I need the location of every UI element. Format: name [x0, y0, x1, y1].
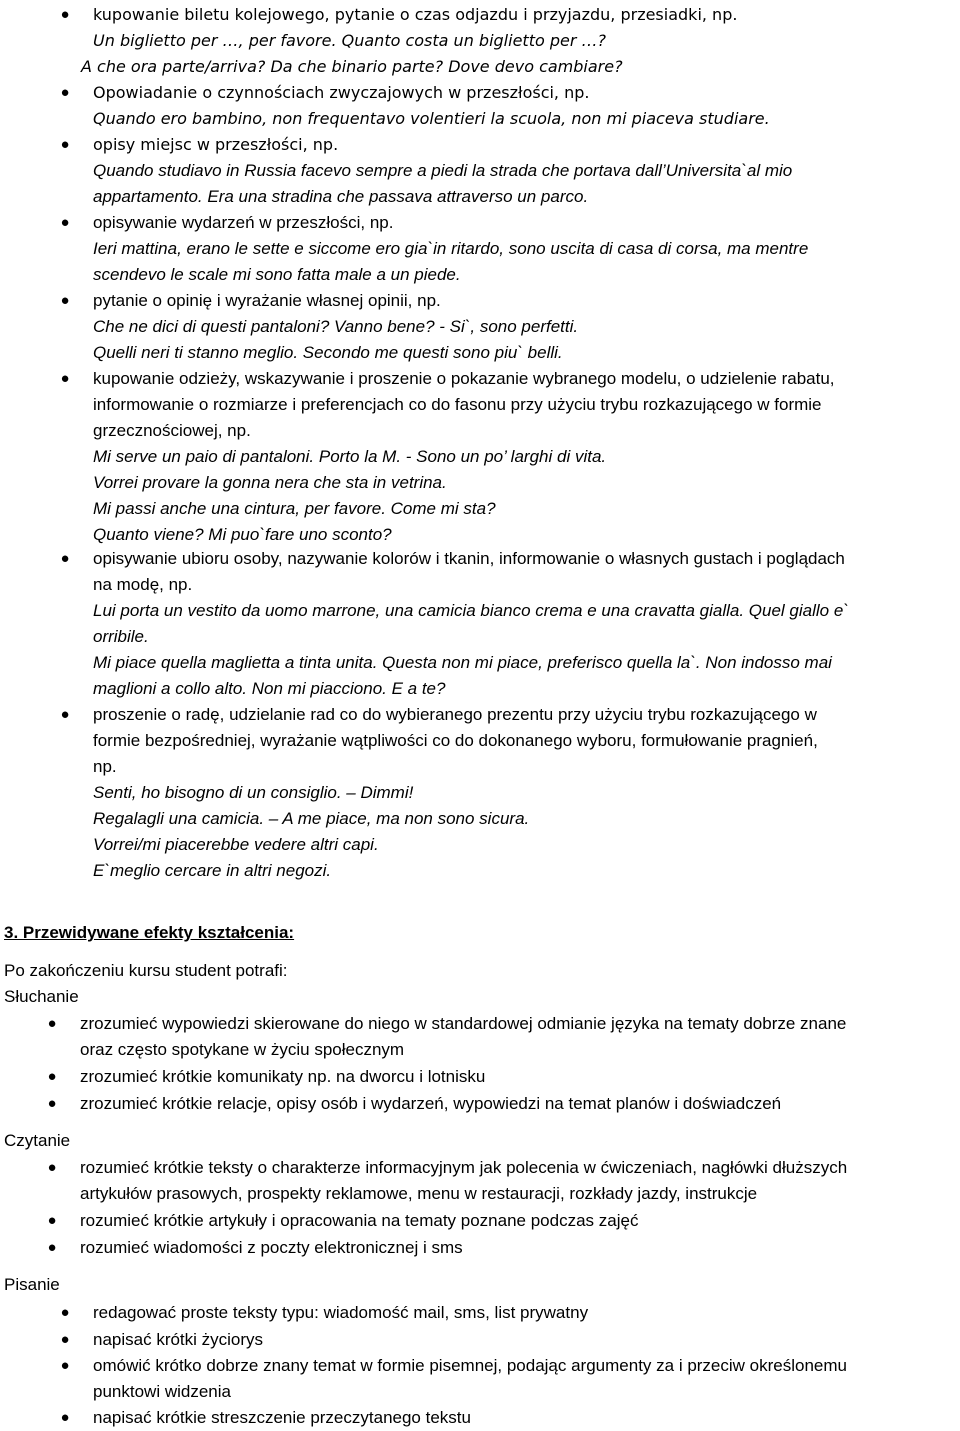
bullet-icon: ● — [60, 1409, 70, 1426]
bullet-icon: ● — [60, 706, 70, 723]
example-line: Un biglietto per …, per favore. Quanto costa un biglietto per …? — [93, 31, 606, 50]
list-item — [60, 366, 956, 548]
list-item: ● napisać krótkie streszczenie przeczytanego tekstu — [93, 1405, 958, 1431]
example-line: Vorrei/mi piacerebbe vedere altri capi. — [93, 835, 379, 854]
item-label: grzecznościowej, np. — [93, 421, 251, 440]
list-item: ● zrozumieć krótkie komunikaty np. na dworcu i lotnisku — [80, 1064, 954, 1090]
example-line: maglioni a collo alto. Non mi piacciono. E a te? — [93, 679, 446, 698]
example-line: Mi serve un paio di pantaloni. Porto la M. - Sono un po’ larghi di vita. — [93, 447, 607, 466]
bullet-icon: ● — [47, 1068, 57, 1085]
example-line: Quando ero bambino, non frequentavo volentieri la scuola, non mi piaceva studiare. — [93, 109, 770, 128]
example-line: Regalagli una camicia. – A me piace, ma non sono sicura. — [93, 809, 530, 828]
item-label: opisywanie ubioru osoby, nazywanie kolorów i tkanin, informowanie o własnych gustach i poglądach — [93, 549, 845, 568]
bullet-icon: ● — [60, 370, 70, 387]
list-item — [60, 80, 956, 132]
example-line: Quanto viene? Mi puo`fare uno sconto? — [93, 525, 392, 544]
bullet-icon: ● — [60, 550, 70, 567]
example-line: orribile. — [93, 627, 149, 646]
example-line: scendevo le scale mi sono fatta male a un piede. — [93, 265, 461, 284]
item-label: proszenie o radę, udzielanie rad co do wybieranego prezentu przy użyciu trybu rozkazującego w — [93, 705, 817, 724]
section-heading: 3. Przewidywane efekty kształcenia: — [4, 923, 295, 942]
item-label: opisywanie wydarzeń w przeszłości, np. — [93, 213, 394, 232]
bullet-icon: ● — [47, 1095, 57, 1112]
bullet-icon: ● — [47, 1159, 57, 1176]
list-item: ● rozumieć krótkie teksty o charakterze informacyjnym jak polecenia w ćwiczeniach, nagłówki dłuższych artykułów prasowych, prospekty reklamowe, menu w restauracji, rozkłady jazdy, instrukcje — [80, 1155, 954, 1207]
bullet-icon: ● — [60, 1357, 70, 1374]
item-label: informowanie o rozmiarze i preferencjach co do fasonu przy użyciu trybu rozkazującego w formie — [93, 395, 822, 414]
bullet-icon: ● — [47, 1239, 57, 1256]
list-item: ● napisać krótki życiorys — [93, 1327, 958, 1353]
bullet-icon: ● — [60, 214, 70, 231]
list-item: ● zrozumieć wypowiedzi skierowane do niego w standardowej odmianie języka na tematy dobrze znane oraz często spotykane w życiu społecznym — [80, 1011, 954, 1063]
list-item — [60, 288, 956, 366]
example-line: E`meglio cercare in altri negozi. — [93, 861, 332, 880]
group-title-czytanie: Czytanie — [4, 1131, 71, 1150]
item-label: na modę, np. — [93, 575, 193, 594]
bullet-icon: ● — [60, 6, 70, 23]
bullet-icon: ● — [60, 1304, 70, 1321]
list-item: ● rozumieć wiadomości z poczty elektronicznej i sms — [80, 1235, 954, 1261]
bullet-icon: ● — [60, 292, 70, 309]
list-item: ● rozumieć krótkie artykuły i opracowania na tematy poznane podczas zajęć — [80, 1208, 954, 1234]
example-line: Mi piace quella maglietta a tinta unita. Questa non mi piace, preferisco quella la`. Non indosso mai — [93, 653, 832, 672]
list-item: ● zrozumieć krótkie relacje, opisy osób i wydarzeń, wypowiedzi na temat planów i doświadczeń — [80, 1091, 954, 1117]
example-line: Quelli neri ti stanno meglio. Secondo me questi sono piu` belli. — [93, 343, 563, 362]
list-item — [60, 702, 956, 884]
list-item: ● redagować proste teksty typu: wiadomość mail, sms, list prywatny — [93, 1300, 958, 1326]
item-label: opisy miejsc w przeszłości, np. — [93, 135, 339, 154]
bullet-icon: ● — [60, 136, 70, 153]
example-line: Vorrei provare la gonna nera che sta in vetrina. — [93, 473, 447, 492]
bullet-icon: ● — [47, 1015, 57, 1032]
list-item — [60, 132, 956, 210]
section-intro: Po zakończeniu kursu student potrafi: — [4, 961, 288, 980]
item-label: formie bezpośredniej, wyrażanie wątpliwości co do dokonanego wyboru, formułowanie pragnień, — [93, 731, 818, 750]
group-title-pisanie: Pisanie — [4, 1275, 60, 1294]
list-item — [60, 2, 956, 80]
example-line: Senti, ho bisogno di un consiglio. – Dimmi! — [93, 783, 414, 802]
item-label: Opowiadanie o czynnościach zwyczajowych w przeszłości, np. — [93, 83, 590, 102]
item-label: pytanie o opinię i wyrażanie własnej opinii, np. — [93, 291, 441, 310]
example-line: Che ne dici di questi pantaloni? Vanno bene? - Si`, sono perfetti. — [93, 317, 579, 336]
list-item — [60, 210, 956, 288]
bullet-icon: ● — [60, 84, 70, 101]
example-line: A che ora parte/arriva? Da che binario parte? Dove devo cambiare? — [81, 57, 623, 76]
item-label: kupowanie odzieży, wskazywanie i proszenie o pokazanie wybranego modelu, o udzielenie rabatu, — [93, 369, 835, 388]
list-item: ● omówić krótko dobrze znany temat w formie pisemnej, podając argumenty za i przeciw określonemu punktowi widzenia — [93, 1353, 958, 1405]
example-line: Mi passi anche una cintura, per favore. Come mi sta? — [93, 499, 496, 518]
bullet-icon: ● — [60, 1331, 70, 1348]
bullet-icon: ● — [47, 1212, 57, 1229]
list-item — [60, 546, 956, 702]
example-line: Lui porta un vestito da uomo marrone, una camicia bianco crema e una cravatta gialla. Quel giallo e` — [93, 601, 849, 620]
item-label: kupowanie biletu kolejowego, pytanie o czas odjazdu i przyjazdu, przesiadki, np. — [93, 5, 738, 24]
example-line: Quando studiavo in Russia facevo sempre a piedi la strada che portava dall’Universita`al mio — [93, 161, 793, 180]
item-label: np. — [93, 757, 117, 776]
group-title-sluchanie: Słuchanie — [4, 987, 79, 1006]
example-line: appartamento. Era una stradina che passava attraverso un parco. — [93, 187, 589, 206]
example-line: Ieri mattina, erano le sette e siccome ero gia`in ritardo, sono uscita di casa di corsa, ma mentre — [93, 239, 809, 258]
